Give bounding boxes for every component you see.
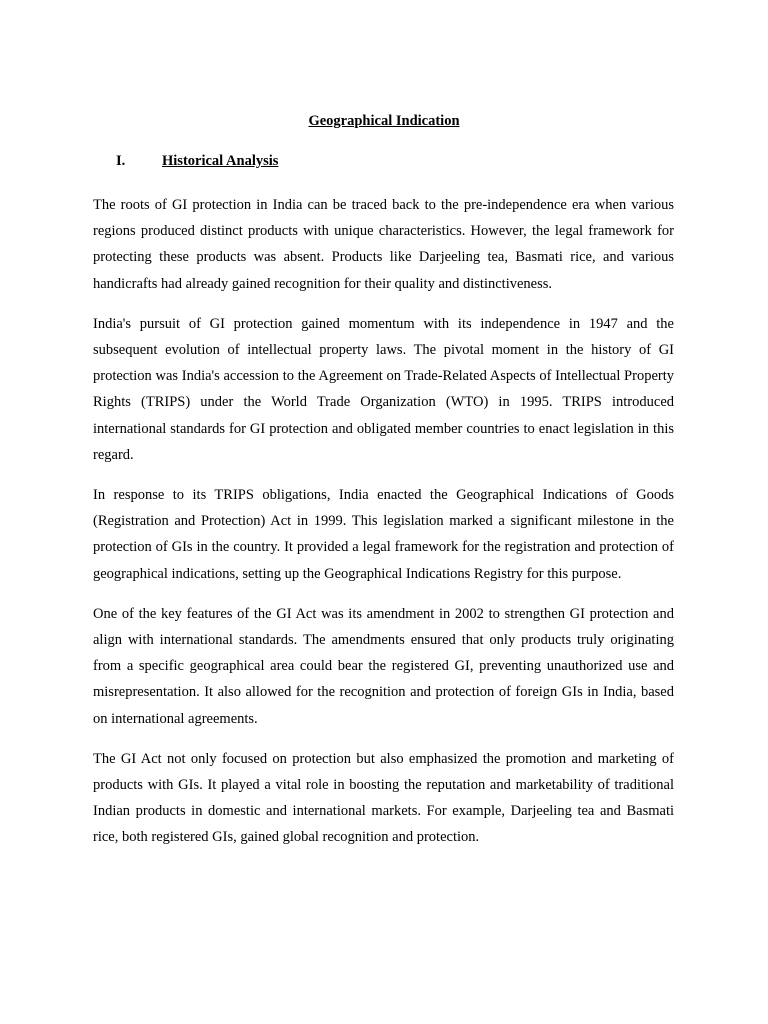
section-title: Historical Analysis (162, 153, 279, 169)
paragraph-trips: India's pursuit of GI protection gained momentum with its independence in 1947 and the subsequent evolution of intellectual property laws. The pivotal moment in the history of GI protection was India's accession to the Agreement on Trade-Related Aspects of Intellectual Property Rights (TRIPS) under the World Trade Organization (WTO) in 1995. TRIPS introduced international standards for GI protection and obligated member countries to enact legislation in this regard. (93, 315, 674, 463)
section-number: I. (116, 153, 126, 169)
paragraph-gi-act: In response to its TRIPS obligations, India enacted the Geographical Indications of Goods (Registration and Protection) Act in 1999. This legislation marked a significant milestone in the protection of GIs in the country. It provided a legal framework for the registration and protection of geographical indications, setting up the Geographical Indications Registry for this purpose. (93, 487, 674, 582)
document-title: Geographical Indication (308, 113, 460, 129)
section-heading (116, 152, 278, 170)
paragraph-promotion: The GI Act not only focused on protection but also emphasized the promotion and marketing of products with GIs. It played a vital role in boosting the reputation and marketability of traditional Indian products in domestic and international markets. For example, Darjeeling tea and Basmati rice, both registered GIs, gained global recognition and protection. (93, 750, 674, 846)
paragraph-amendment: One of the key features of the GI Act was its amendment in 2002 to strengthen GI protection and align with international standards. The amendments ensured that only products truly originating from a specific geographical area could bear the registered GI, preventing unauthorized use and misrepresentation. It also allowed for the recognition and protection of foreign GIs in India, based on international agreements. (93, 605, 674, 727)
body-text (93, 192, 674, 865)
paragraph-origins: The roots of GI protection in India can be traced back to the pre-independence era when various regions produced distinct products with unique characteristics. However, the legal framework for protecting these products was absent. Products like Darjeeling tea, Basmati rice, and various handicrafts had already gained recognition for their quality and distinctiveness. (93, 197, 674, 292)
